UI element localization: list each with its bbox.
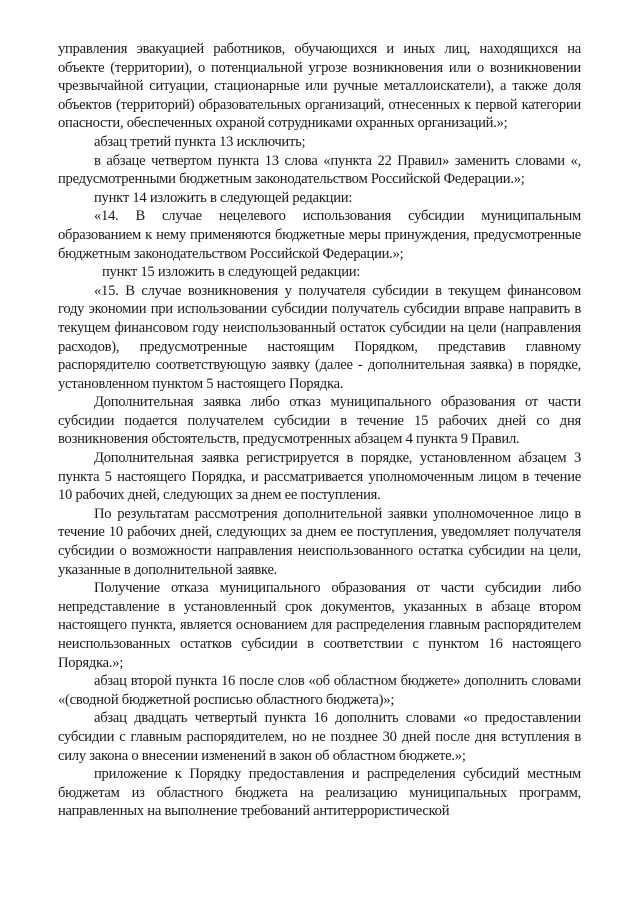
paragraph-item16-para2: абзац второй пункта 16 после слов «об областном бюджете» дополнить словами «(сводной бюджетной росписью областного бюджета)»; <box>58 673 581 708</box>
paragraph-item15-text: «15. В случае возникновения у получателя субсидии в текущем финансовом году экономии при использовании субсидии получатель субсидии вправе направить в текущем финансовом году неиспользованный остаток субсидии на цели (направления расходов), предусмотренные настоящим Порядком, представив главному распорядителю соответствующую заявку (далее - дополнительная заявка) в порядке, установленном пунктом 5 настоящего Порядка. <box>58 282 581 392</box>
paragraph-item16-para24: абзац двадцать четвертый пункта 16 дополнить словами «о предоставлении субсидии с главным распорядителем, но не позднее 30 дней после дня вступления в силу закона о внесении изменений в закон об областном бюджете.»; <box>58 710 581 764</box>
paragraph-review-results: По результатам рассмотрения дополнительной заявки уполномоченное лицо в течение 10 рабочих дней, следующих за днем ее поступления, уведомляет получателя субсидии о возможности направления неиспользованного остатка субсидии на цели, указанные в дополнительной заявке. <box>58 505 581 578</box>
paragraph-refusal-receipt: Получение отказа муниципального образования от части субсидии либо непредставление в установленный срок документов, указанных в абзаце втором настоящего пункта, является основанием для распределения главным распорядителем неиспользованных остатков субсидии в соответствии с пунктом 16 настоящего Порядка.»; <box>58 580 581 671</box>
paragraph-item14-text: «14. В случае нецелевого использования субсидии муниципальным образованием к нему применяются бюджетные меры принуждения, предусмотренные бюджетным законодательством Российской Федерации.»; <box>58 208 581 262</box>
paragraph-request-registration: Дополнительная заявка регистрируется в порядке, установленном абзацем 3 пункта 5 настоящего Порядка, и рассматривается уполномоченным лицом в течение 10 рабочих дней, следующих за днем ее поступления. <box>58 450 581 504</box>
paragraph-evacuation-continuation: управления эвакуацией работников, обучающихся и иных лиц, находящихся на объекте (территории), о потенциальной угрозе возникновения или о возникновении чрезвычайной ситуации, стационарные или ручные металлоискатели), а также доля объектов (территорий) образовательных организаций, отнесенных к первой категории опасности, обеспеченных охраной сотрудниками охранных организаций.»; <box>58 41 581 132</box>
paragraph-item15-intro: пункт 15 изложить в следующей редакции: <box>102 264 361 281</box>
paragraph-additional-request: Дополнительная заявка либо отказ муниципального образования от части субсидии подается получателем субсидии в течение 15 рабочих дней со дня возникновения обстоятельств, предусмотренных абзацем 4 пункта 9 Правил. <box>58 394 581 448</box>
paragraph-item13-para3: абзац третий пункта 13 исключить; <box>94 133 306 150</box>
paragraph-item13-para4: в абзаце четвертом пункта 13 слова «пункта 22 Правил» заменить словами «, предусмотренными бюджетным законодательством Российской Федерации.»; <box>58 152 581 188</box>
paragraph-item14-intro: пункт 14 изложить в следующей редакции: <box>94 189 353 206</box>
paragraph-appendix: приложение к Порядку предоставления и распределения субсидий местным бюджетам из областного бюджета на реализацию муниципальных программ, направленных на выполнение требований антитеррористической <box>58 766 581 820</box>
document-page <box>58 40 581 821</box>
